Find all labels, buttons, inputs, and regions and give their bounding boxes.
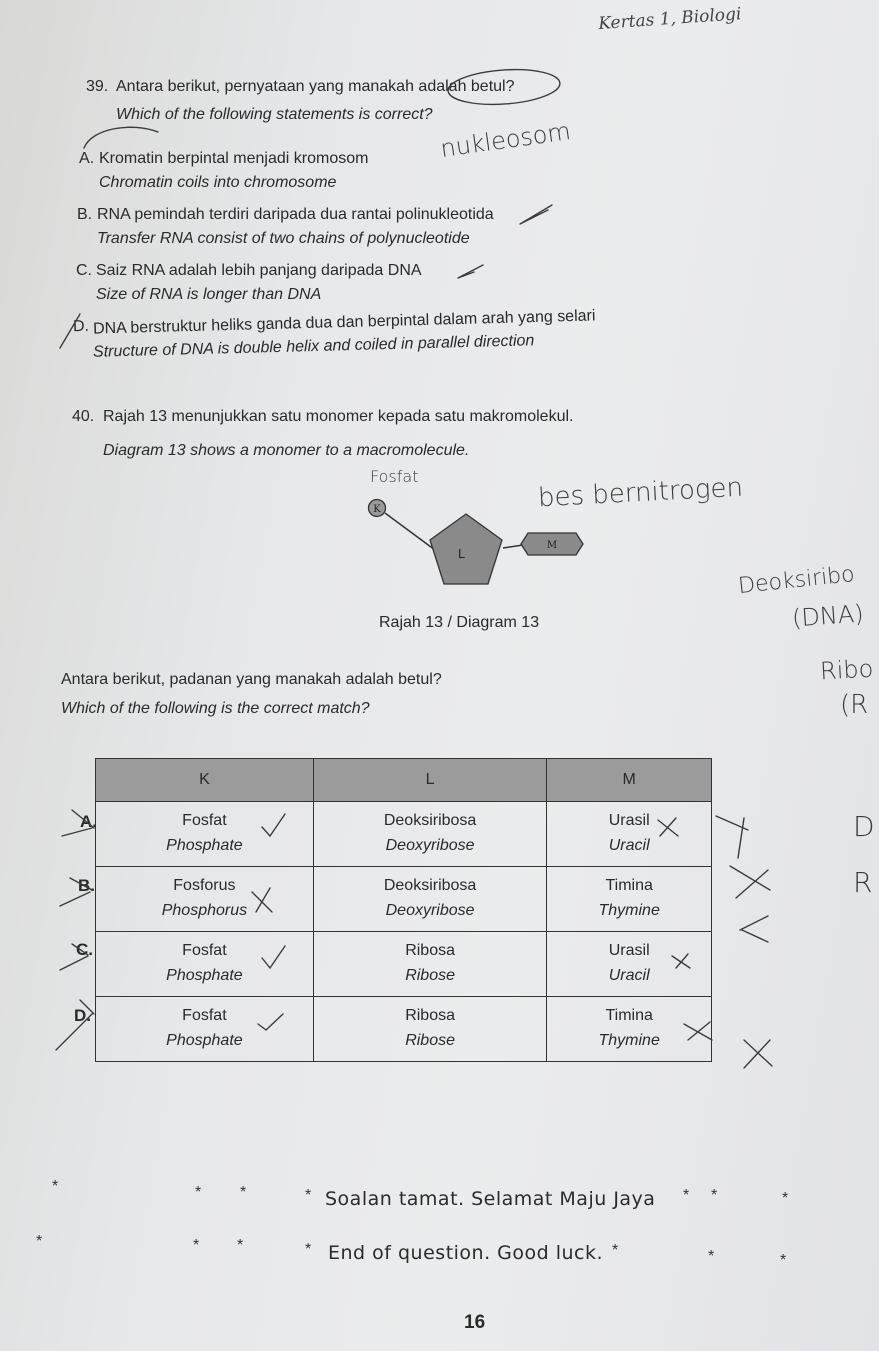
arrow-mark-right-c xyxy=(740,916,768,942)
cell-m-en: Uracil xyxy=(608,837,650,854)
cell-l-en: Ribose xyxy=(405,967,455,984)
q40-stem-ms: Rajah 13 menunjukkan satu monomer kepada satu makromolekul. xyxy=(103,408,574,425)
tick-mark-a xyxy=(262,814,285,836)
cell-l-ms: Deoksiribosa xyxy=(383,812,477,830)
cell-m-ms: Timina xyxy=(605,877,653,895)
q39-option-a-en: Chromatin coils into chromosome xyxy=(99,174,337,191)
label-k: K xyxy=(373,504,381,515)
handwriting-nukleosom: nukleosom xyxy=(438,117,573,163)
row-d-label: D. xyxy=(74,1006,91,1025)
tick-mark-c xyxy=(262,946,285,968)
arc-mark-a xyxy=(84,127,158,148)
star-decoration: * xyxy=(708,1248,715,1265)
cell-k-ms: Fosforus xyxy=(173,877,236,895)
star-decoration: * xyxy=(683,1187,690,1204)
cross-mark-b xyxy=(520,205,552,224)
cell-m-ms: Timina xyxy=(605,1007,653,1025)
cell-m-en: Thymine xyxy=(598,1032,660,1049)
row-c-label: C. xyxy=(76,940,93,959)
cell-m-en: Uracil xyxy=(608,967,650,984)
q39-stem-ms: Antara berikut, pernyataan yang manakah adalah betul? xyxy=(116,78,515,95)
star-decoration: * xyxy=(711,1187,718,1204)
handwriting-fosfat: Fosfat xyxy=(370,467,419,486)
q39-option-c-label: C. xyxy=(76,262,92,279)
cross-mark-right-d xyxy=(744,1040,772,1068)
row-a-label: A. xyxy=(80,812,97,831)
q39-option-b-en: Transfer RNA consist of two chains of polynucleotide xyxy=(97,230,470,247)
label-m: M xyxy=(546,540,558,551)
cell-k-en: Phosphorus xyxy=(161,902,248,919)
slash-mark-b xyxy=(60,878,92,906)
footer-end-en: End of question. Good luck. xyxy=(328,1242,604,1264)
star-decoration: * xyxy=(782,1190,789,1207)
handwriting-ribosa: Ribo xyxy=(819,654,874,686)
cell-l-ms: Ribosa xyxy=(405,1007,455,1025)
star-decoration: * xyxy=(305,1241,312,1258)
handwriting-r-paren: (R xyxy=(840,690,869,720)
cell-m-ms: Urasil xyxy=(608,812,650,830)
cell-k-ms: Fosfat xyxy=(182,942,227,960)
q40-number: 40. xyxy=(72,408,95,425)
cell-m-ms: Urasil xyxy=(608,942,650,960)
cell-k-en: Phosphate xyxy=(166,967,243,984)
q39-option-a-label: A. xyxy=(79,150,95,167)
cell-l-ms: Deoksiribosa xyxy=(383,877,477,895)
q39-option-a-ms: Kromatin berpintal menjadi kromosom xyxy=(99,150,369,167)
slash-mark-d-row xyxy=(56,1000,94,1050)
footer-end-ms: Soalan tamat. Selamat Maju Jaya xyxy=(325,1188,656,1210)
row-b-label: B. xyxy=(78,876,95,895)
slash-mark-c xyxy=(60,944,88,970)
slash-mark-a xyxy=(62,810,94,836)
q39-option-d-en: Structure of DNA is double helix and coiled in parallel direction xyxy=(92,332,535,361)
q39-option-d-ms: DNA berstruktur heliks ganda dua dan berpintal dalam arah yang selari xyxy=(92,307,596,338)
header-m: M xyxy=(547,759,712,802)
cell-m-en: Thymine xyxy=(598,902,660,919)
star-decoration: * xyxy=(780,1252,787,1269)
page-number: 16 xyxy=(464,1312,486,1333)
star-decoration: * xyxy=(52,1178,59,1195)
cross-mark-b-row xyxy=(252,888,272,912)
cross-mark-right-b xyxy=(730,866,770,898)
q39-option-c-en: Size of RNA is longer than DNA xyxy=(96,286,322,303)
q39-option-c-ms: Saiz RNA adalah lebih panjang daripada DNA xyxy=(96,262,422,279)
diagram-caption: Rajah 13 / Diagram 13 xyxy=(379,614,540,631)
cell-l-en: Ribose xyxy=(405,1032,455,1049)
handwriting-d: D xyxy=(853,810,875,843)
cross-mark-uracil-c xyxy=(672,954,690,968)
star-decoration: * xyxy=(612,1242,619,1259)
cell-l-en: Deoxyribose xyxy=(385,902,475,919)
cell-k-ms: Fosfat xyxy=(182,1007,227,1025)
q39-option-b-ms: RNA pemindah terdiri daripada dua rantai polinukleotida xyxy=(97,206,494,223)
star-decoration: * xyxy=(36,1233,43,1250)
cross-mark-c xyxy=(458,265,483,278)
header-k: K xyxy=(96,759,314,802)
cell-k-en: Phosphate xyxy=(166,837,243,854)
mark-y xyxy=(716,816,748,858)
circle-mark-betul xyxy=(447,66,561,108)
slash-mark-d xyxy=(60,314,80,348)
cell-k-en: Phosphate xyxy=(166,1032,243,1049)
q40-ask-ms: Antara berikut, padanan yang manakah adalah betul? xyxy=(61,671,442,688)
cross-mark-thymine-d xyxy=(684,1022,712,1040)
star-decoration: * xyxy=(240,1184,247,1201)
star-decoration: * xyxy=(305,1187,312,1204)
cell-k-ms: Fosfat xyxy=(182,812,227,830)
tick-mark-d xyxy=(258,1014,283,1030)
q39-number: 39. xyxy=(86,78,109,95)
paper-header: Kertas 1, Biologi xyxy=(597,4,743,35)
cross-mark-uracil-a xyxy=(658,818,678,836)
star-decoration: * xyxy=(195,1184,202,1201)
handwriting-bes-bernitrogen: bes bernitrogen xyxy=(537,472,744,514)
cell-l-en: Deoxyribose xyxy=(385,837,475,854)
label-l: L xyxy=(458,546,466,561)
header-l: L xyxy=(313,759,547,802)
q39-stem-en: Which of the following statements is correct? xyxy=(116,106,433,123)
q40-ask-en: Which of the following is the correct match? xyxy=(61,700,370,717)
q39-option-d-label: D. xyxy=(72,317,90,336)
handwriting-dna: (DNA) xyxy=(791,599,865,633)
handwriting-deoksiribosa: Deoksiribo xyxy=(737,561,856,600)
handwriting-r: R xyxy=(853,866,873,899)
cell-l-ms: Ribosa xyxy=(405,942,455,960)
star-decoration: * xyxy=(193,1237,200,1254)
q40-stem-en: Diagram 13 shows a monomer to a macromolecule. xyxy=(103,442,470,459)
q39-option-b-label: B. xyxy=(77,206,93,223)
star-decoration: * xyxy=(237,1237,244,1254)
